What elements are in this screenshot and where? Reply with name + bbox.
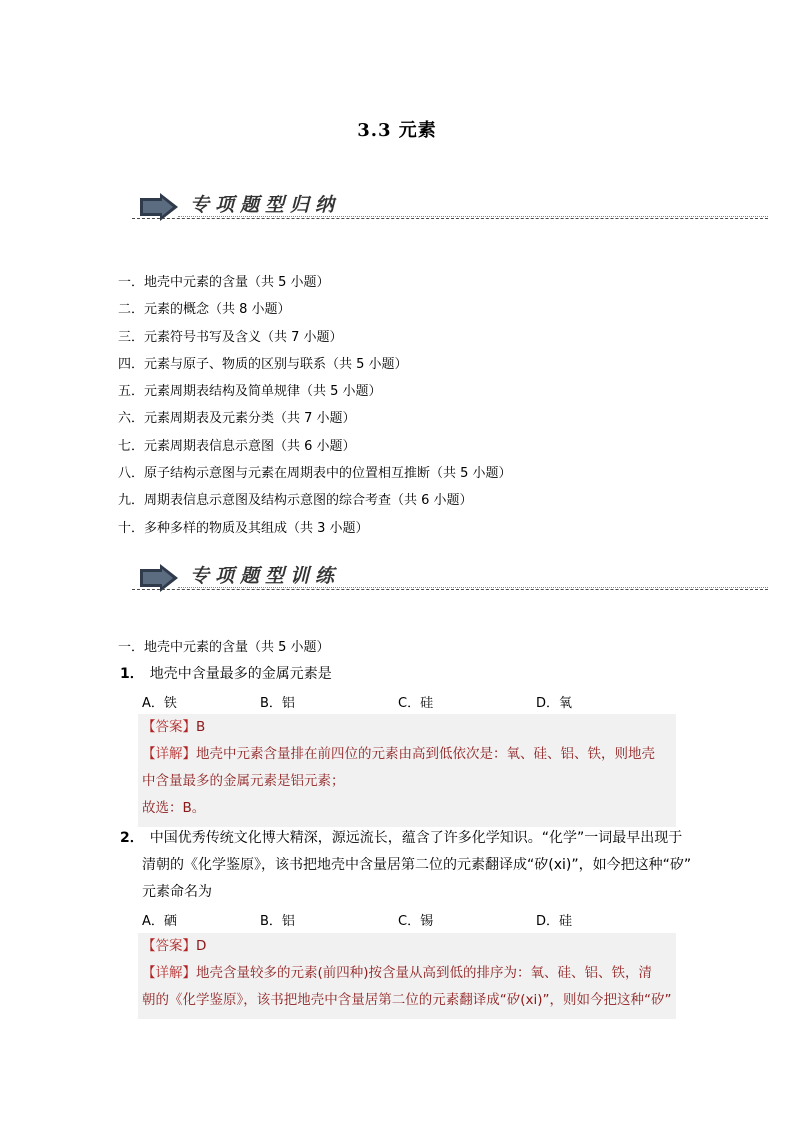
toc-item: 一．地壳中元素的含量（共 5 小题） xyxy=(118,275,330,290)
option-a: A．铁 xyxy=(142,696,177,711)
answer-line: 【答案】B xyxy=(142,719,206,735)
question-text: 中国优秀传统文化博大精深，源远流长，蕴含了许多化学知识。“化学”一词最早出现于 xyxy=(149,830,683,846)
option-b: B．铝 xyxy=(260,914,295,929)
option-c: C．硅 xyxy=(398,696,434,711)
option-row xyxy=(142,910,702,932)
detail-line: 故选：B。 xyxy=(142,800,206,816)
banner-divider xyxy=(178,587,768,588)
detail-line: 中含量最多的金属元素是铝元素； xyxy=(142,773,345,789)
detail-line: 朝的《化学鉴原》，该书把地壳中含量居第二位的元素翻译成“矽(xi)”，则如今把这种“矽” xyxy=(142,992,672,1008)
arrow-right-icon xyxy=(140,564,178,592)
answer-value: D xyxy=(196,938,207,954)
answer-value: B xyxy=(196,719,206,735)
question-number: 2． xyxy=(120,830,144,846)
page-title: 3.3 元素 xyxy=(357,120,437,141)
answer-box xyxy=(138,714,676,827)
banner-divider xyxy=(178,216,768,217)
toc-item: 三．元素符号书写及含义（共 7 小题） xyxy=(118,329,343,345)
arrow-right-icon xyxy=(140,193,178,221)
answer-line: 【答案】D xyxy=(142,938,207,954)
option-d: D．硅 xyxy=(536,914,573,929)
question-number: 1． xyxy=(120,666,144,682)
answer-box xyxy=(138,933,676,1019)
banner-divider xyxy=(132,218,768,219)
detail-line: 【详解】地壳中元素含量排在前四位的元素由高到低依次是：氧、硅、铝、铁，则地壳 xyxy=(142,746,655,762)
option-d: D．氧 xyxy=(536,696,573,711)
banner-divider xyxy=(132,589,768,590)
banner-label: 专项题型归纳 xyxy=(190,194,341,216)
section-heading: 一．地壳中元素的含量（共 5 小题） xyxy=(118,640,330,655)
toc-item: 九．周期表信息示意图及结构示意图的综合考查（共 6 小题） xyxy=(118,493,473,509)
option-row xyxy=(142,692,702,714)
option-b: B．铝 xyxy=(260,696,295,711)
table-of-contents xyxy=(118,273,512,546)
option-c: C．锡 xyxy=(398,914,434,929)
question-text: 地壳中含量最多的金属元素是 xyxy=(149,666,332,682)
question-text: 元素命名为 xyxy=(142,884,212,900)
toc-item: 五．元素周期表结构及简单规律（共 5 小题） xyxy=(118,384,382,400)
toc-item: 十．多种多样的物质及其组成（共 3 小题） xyxy=(118,520,369,536)
toc-item: 六．元素周期表及元素分类（共 7 小题） xyxy=(118,411,356,427)
option-a: A．硒 xyxy=(142,914,177,929)
toc-item: 八．原子结构示意图与元素在周期表中的位置相互推断（共 5 小题） xyxy=(118,466,512,482)
question xyxy=(120,661,332,688)
section-banner-training xyxy=(132,558,768,598)
question-text: 清朝的《化学鉴原》，该书把地壳中含量居第二位的元素翻译成“矽(xi)”，如今把这种“矽” xyxy=(142,857,692,873)
question xyxy=(120,825,691,906)
toc-item: 四．元素与原子、物质的区别与联系（共 5 小题） xyxy=(118,356,408,372)
toc-item: 二．元素的概念（共 8 小题） xyxy=(118,302,291,318)
banner-label: 专项题型训练 xyxy=(190,565,341,587)
toc-item: 七．元素周期表信息示意图（共 6 小题） xyxy=(118,438,356,454)
detail-line: 【详解】地壳含量较多的元素(前四种)按含量从高到低的排序为：氧、硅、铝、铁，清 xyxy=(142,965,653,981)
section-banner-summary xyxy=(132,187,768,227)
